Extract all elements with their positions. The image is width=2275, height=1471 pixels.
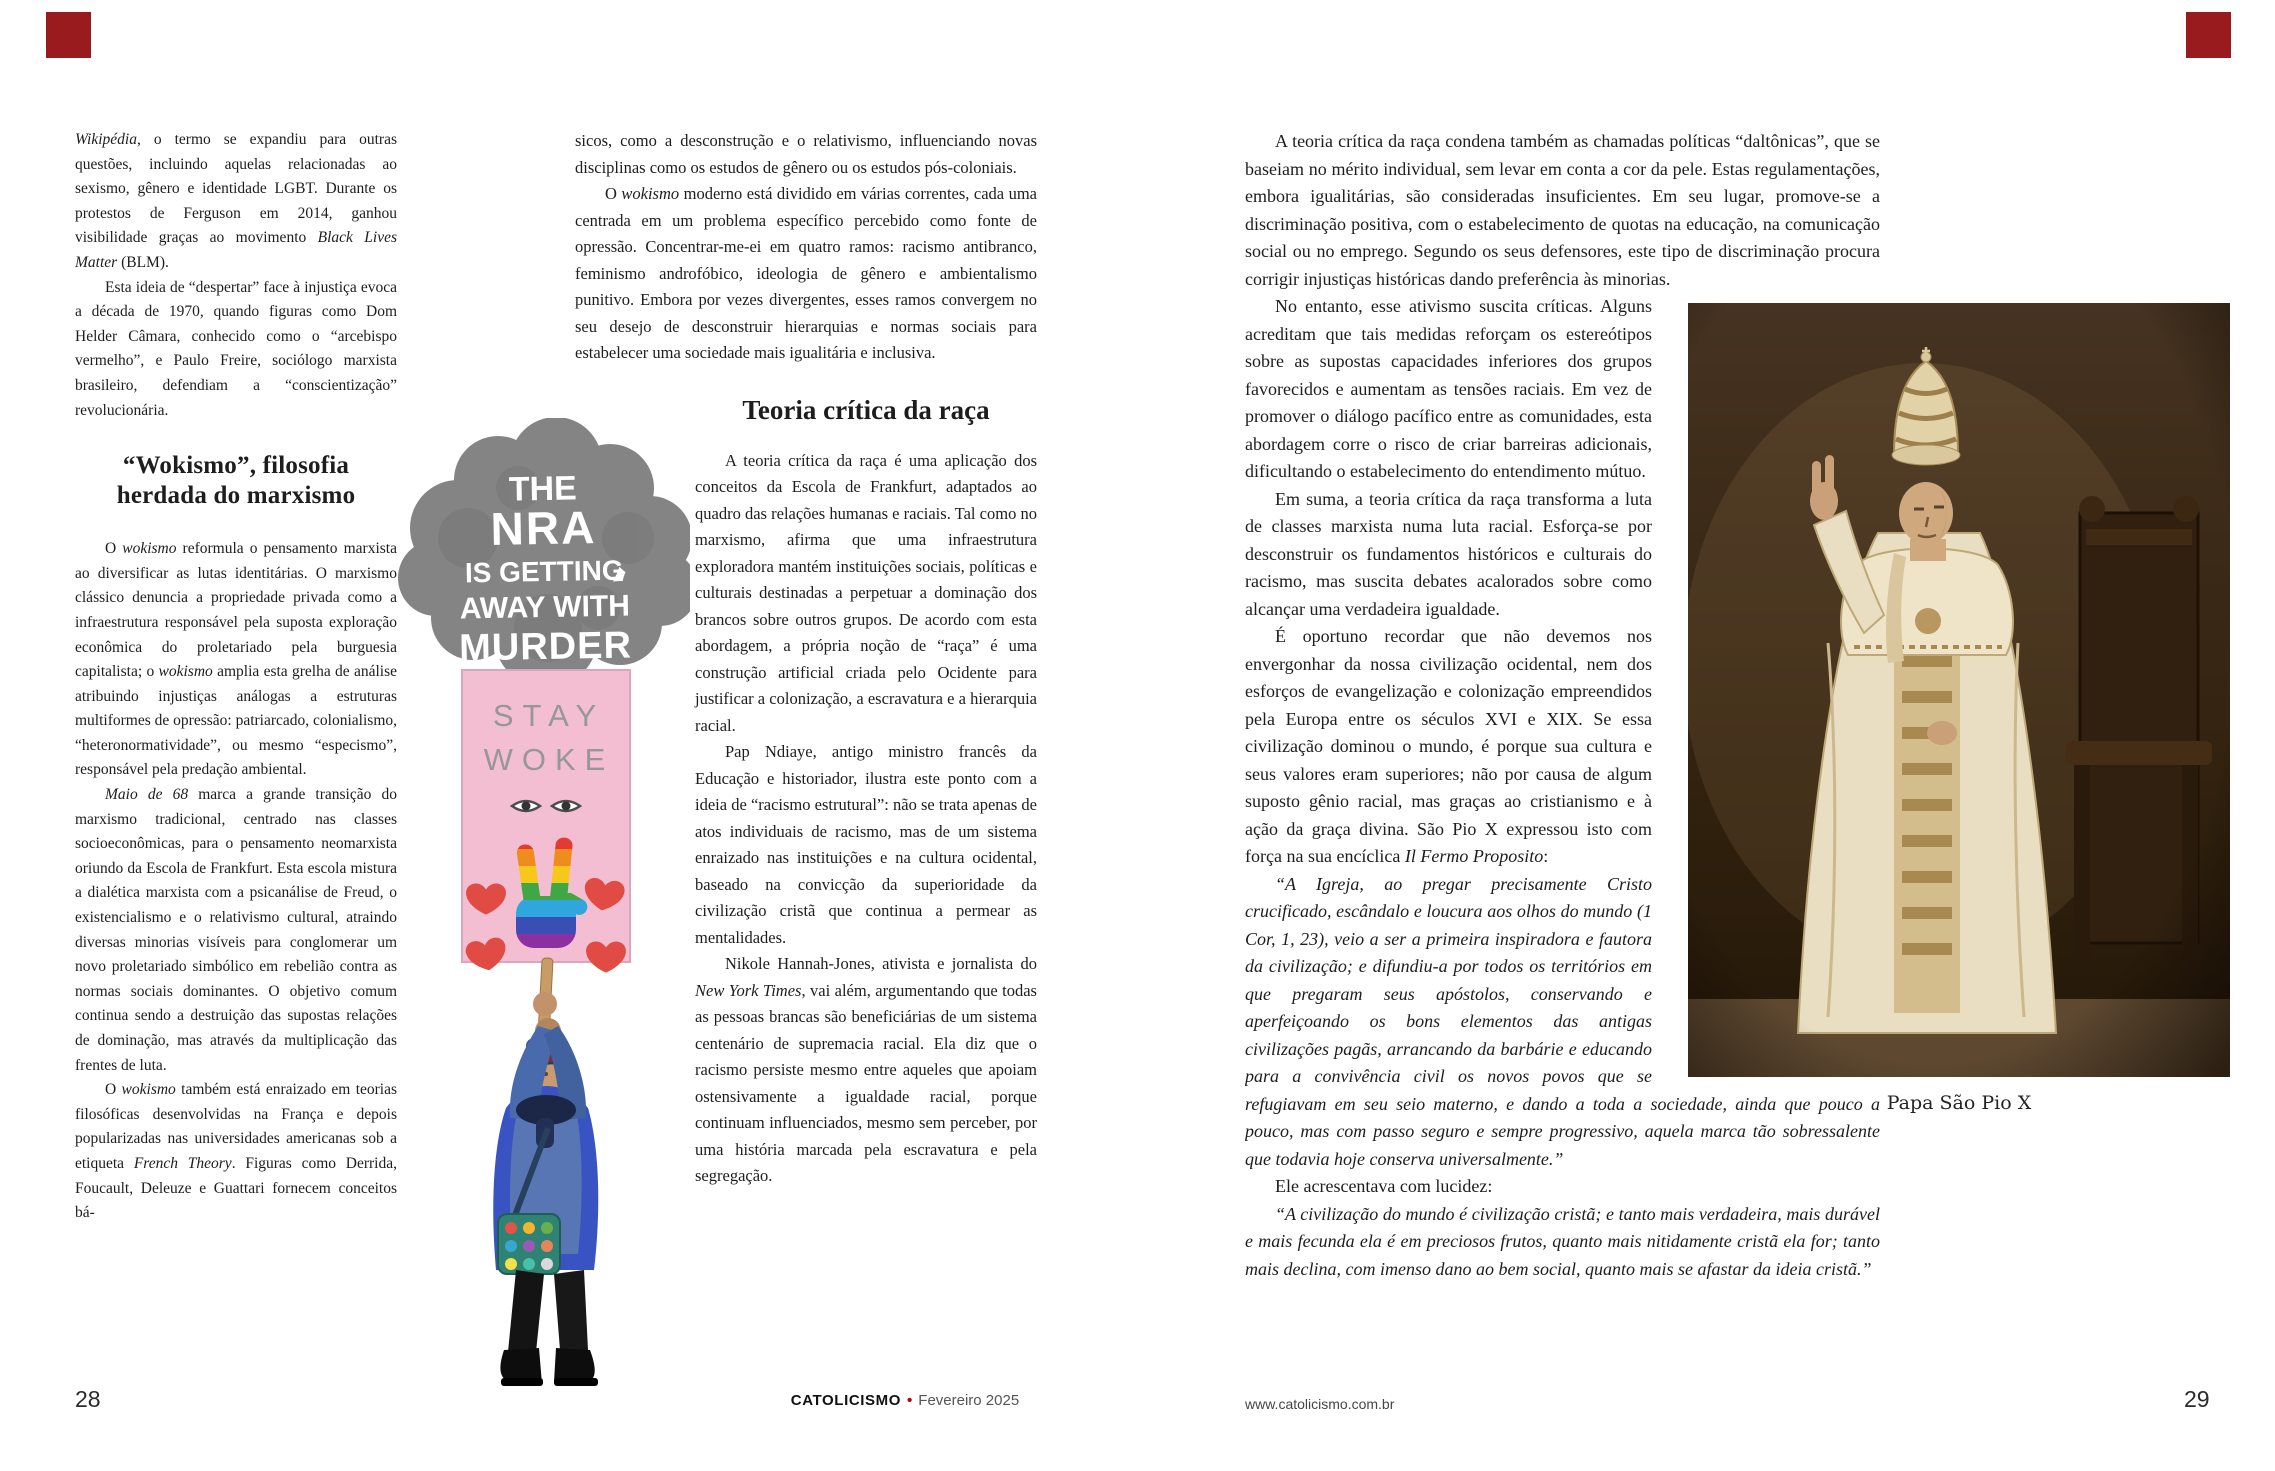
- footer-brand: CATOLICISMO: [790, 1392, 902, 1409]
- body-paragraph: Maio de 68 marca a grande transição do marxismo tradicional, centrado nas classes socioeconômicas, para o pensamento neomarxista oriundo da Escola de Frankfurt. Esta escola mistura a dialética marxista com a psicanálise de Freud, o existencialismo e o relativismo cultural, atraindo diversas minorias visíveis para conglomerar um novo proletariado simbólico em rebelião contra as normas sociais dominantes. O objetivo comum continua sendo a destruição das supostas relações de dominação, mas através da multiplicação das frentes de luta.: [75, 786, 397, 1074]
- cloud-sign: [398, 418, 690, 688]
- svg-text:NRA: NRA: [490, 501, 597, 555]
- body-paragraph: A teoria crítica da raça condena também as chamadas políticas “daltônicas”, que se baseiam no mérito individual, sem levar em conta a cor da pele. Estas regulamentações, embora igualitárias, são consideradas insuficientes. Em seu lugar, promove-se a discriminação positiva, com o estabelecimento de quotas na educação, na comunicação social ou no emprego. Segundo os seus defensores, este tipo de discriminação procura corrigir injustiças históricas dando preferência às minorias.: [1245, 131, 1880, 289]
- boots: [500, 1348, 598, 1386]
- body-paragraph: O wokismo moderno está dividido em várias correntes, cada uma centrada em um problema específico percebido como fonte de opressão. Concentrar-me-ei em quatro ramos: racismo antibranco, feminismo androfóbico, ideologia de gênero e ambientalismo punitivo. Embora por vezes divergentes, esses ramos convergem no seu desejo de desconstruir hierarquias e normas sociais para estabelecer uma sociedade mais igualitária e inclusiva.: [575, 184, 1037, 362]
- encyclical-quote: “A Igreja, ao pregar precisamente Cristo crucificado, escândalo e loucura aos olhos do mundo (1 Cor, 1, 23), veio a ser a primeira inspiradora e fautora da civilização; e difundiu-a por todos os territórios em que pregaram seus apóstolos, conservando e aperfeiçoando os bons elementos das antigas civilizações pagãs, arrancando da barbárie e educando para a convivência civil os novos povos que se refugiavam em seu seio materno, e dando a toda a sociedade, ainda que pouco a pouco, mas com passo seguro e sempre progressivo, aquela marca tão sobressalente que todavia hoje conserva universalmente.”: [1245, 873, 1880, 1169]
- body-paragraph: No entanto, esse ativismo suscita críticas. Alguns acreditam que tais medidas reforçam os estereótipos sobre as supostas capacidades inferiores dos grupos favorecidos e aumentam as tensões raciais. Em vez de promover o diálogo pacífico entre as comunidades, esta abordagem corre o risco de criar barreiras adicionais, dificultando o estabelecimento do entendimento mútuo.: [1245, 296, 1652, 481]
- body-paragraph: Ele acrescentava com lucidez:: [1275, 1176, 1493, 1196]
- footer-website-url: www.catolicismo.com.br: [1245, 1396, 1395, 1412]
- body-paragraph: É oportuno recordar que não devemos nos envergonhar da nossa civilização ocidental, nem dos esforços de evangelização e colonização empreendidos pela Europa entre os séculos XVI e XIX. Se essa civilização dominou o mundo, é porque sua cultura e seus valores eram superiores; não por causa de algum suposto gênio racial, mas graças ao cristianismo e à ação da graça divina. São Pio X expressou isto com força na sua encíclica Il Fermo Proposito:: [1245, 626, 1652, 866]
- photo-caption: Papa São Pio X: [1886, 1092, 2032, 1114]
- protester-photo: [398, 418, 690, 1395]
- body-paragraph: O wokismo também está enraizado em teorias filosóficas desenvolvidas na França e depois popularizadas nas universidades americanas sob a etiqueta French Theory. Figuras como Derrida, Foucault, Deleuze e Guattari fornecem conceitos bá-: [75, 1081, 397, 1222]
- svg-text:IS GETTING: IS GETTING: [464, 554, 624, 589]
- page-number-left: 28: [75, 1386, 101, 1412]
- svg-text:STAY: STAY: [492, 698, 606, 733]
- svg-text:AWAY WITH: AWAY WITH: [459, 589, 631, 626]
- encyclical-quote: “A civilização do mundo é civilização cristã; e tanto mais verdadeira, mais durável e mais fecunda ela é em preciosos frutos, quanto mais nitidamente cristã ela for; tanto mais declina, com imenso dano ao bem social, quanto mais se afastar da ideia cristã.”: [1245, 1203, 1880, 1279]
- body-paragraph: Nikole Hannah-Jones, ativista e jornalista do New York Times, vai além, argumentando que todas as pessoas brancas são beneficiárias de um sistema centenário de supremacia racial. Ela diz que o racismo persiste mesmo entre aqueles que apoiam ostensivamente a igualdade racial, porque continuam influenciados, mesmo sem perceber, por uma história marcada pela escravatura e pela segregação.: [695, 954, 1037, 1185]
- body-paragraph: A teoria crítica da raça é uma aplicação dos conceitos da Escola de Frankfurt, adaptados ao quadro das relações humanas e raciais. Tal como no marxismo, afirma que uma infraestrutura exploradora mantém instituições sociais, políticas e culturais destinadas a perpetuar a dominação dos brancos sobre outros grupos. De acordo com esta abordagem, a própria noção de “raça” é uma construção artificial criada pelo Ocidente para justificar a colonização, a escravatura e a hierarquia racial.: [695, 450, 1037, 735]
- footer-issue: Fevereiro 2025: [918, 1392, 1020, 1409]
- body-paragraph: Wikipédia, o termo se expandiu para outras questões, incluindo aquelas relacionadas ao sexismo, gênero e identidade LGBT. Durante os protestos de Ferguson em 2014, ganhou visibilidade graças ao movimento Black Lives Matter (BLM).: [75, 131, 397, 271]
- stay-woke-poster: [462, 670, 630, 974]
- section-heading-wokismo: “Wokismo”, filosofia herdada do marxismo: [116, 452, 356, 510]
- svg-text:THE: THE: [508, 469, 578, 509]
- body-paragraph: Em suma, a teoria crítica da raça transforma a luta de classes marxista numa luta racial. Esforça-se por desconstruir os fundamentos históricos e culturais do racismo, mas suscita debates acalorados sobre como alcançar uma verdadeira igualdade.: [1245, 488, 1652, 619]
- left-page-column-1: [75, 128, 397, 1382]
- red-corner-mark-left: [46, 12, 91, 58]
- body-paragraph: Esta ideia de “despertar” face à injustiça evoca a década de 1970, quando figuras como Dom Helder Câmara, conhecido como o “arcebispo vermelho”, e Paulo Freire, sociólogo marxista brasileiro, defendiam a “conscientização” revolucionária.: [75, 278, 397, 419]
- pope-pius-x-photo: [1688, 303, 2230, 1077]
- red-corner-mark-right: [2186, 12, 2231, 58]
- footer-magazine-line: [575, 1392, 1235, 1409]
- svg-text:MURDER: MURDER: [458, 624, 633, 670]
- footer-dot-icon: •: [907, 1392, 913, 1409]
- svg-text:WOKE: WOKE: [483, 742, 615, 777]
- section-heading-teoria-critica: Teoria crítica da raça: [742, 394, 990, 425]
- protester-person: [493, 958, 598, 1386]
- body-paragraph: Pap Ndiaye, antigo ministro francês da Educação e historiador, ilustra este ponto com a ideia de “racismo estrutural”: não se trata apenas de atos individuais de racismo, mas de um sistema enraizado nas instituições e na cultura ocidental, baseado na convicção da superioridade da civilização cristã que continua a permear as mentalidades.: [695, 742, 1037, 947]
- body-paragraph: O wokismo reformula o pensamento marxista ao diversificar as lutas identitárias. O marxismo clássico denuncia a propriedade privada como a infraestrutura responsável pela suposta exploração econômica do proletariado pela burguesia capitalista; o wokismo amplia esta grelha de análise atribuindo injustiças análogas a estruturas multiformes de opressão: patriarcado, colonialismo, “heteronormatividade”, ou mesmo “especismo”, responsável pela predação ambiental.: [75, 540, 397, 779]
- body-paragraph: sicos, como a desconstrução e o relativismo, influenciando novas disciplinas como os estudos de gênero ou os estudos pós-coloniais.: [575, 131, 1037, 177]
- page-number-right: 29: [2184, 1386, 2210, 1412]
